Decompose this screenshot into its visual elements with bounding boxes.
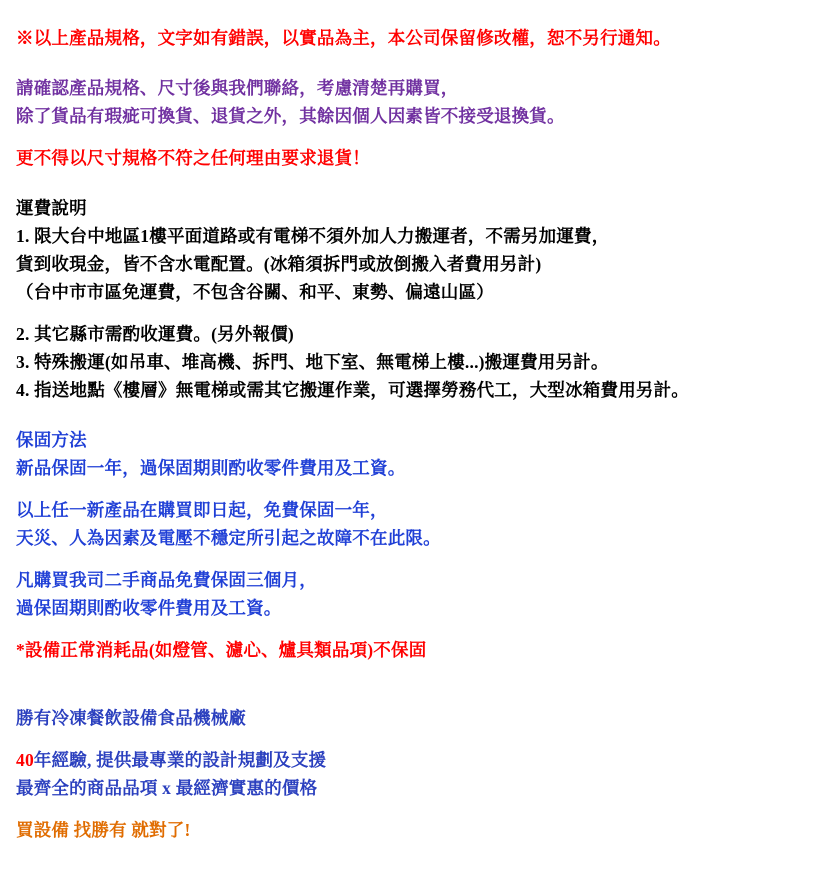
shipping-item-2: 2. 其它縣市需酌收運費。(另外報價) — [16, 324, 294, 344]
confirm-block — [0, 74, 824, 172]
confirm-line-1: 請確認產品規格、尺寸後與我們聯絡，考慮清楚再購買， — [16, 78, 459, 98]
spacer — [0, 732, 824, 746]
warranty-line-4: 凡購買我司二手商品免費保固三個月， — [16, 570, 317, 590]
spacer — [0, 306, 824, 320]
warranty-line-2: 以上任一新產品在購買即日起，免費保固一年， — [16, 500, 388, 520]
spacer — [0, 172, 824, 194]
shipping-item-1-line-1: 1. 限大台中地區1樓平面道路或有電梯不須外加人力搬運者，不需另加運費， — [16, 226, 610, 246]
shipping-block — [0, 194, 824, 404]
company-years-value: 40 — [16, 750, 34, 770]
company-name: 勝有冷凍餐飲設備食品機械廠 — [16, 708, 247, 728]
notice-line-1: ※以上產品規格，文字如有錯誤，以實品為主，本公司保留修改權，恕不另行通知。 — [16, 28, 671, 48]
spacer — [0, 482, 824, 496]
warranty-exclusion: *設備正常消耗品(如燈管、濾心、爐具類品項)不保固 — [16, 640, 427, 660]
shipping-item-1-line-3: （台中市市區免運費，不包含谷關、和平、東勢、偏遠山區） — [16, 282, 494, 302]
spacer — [0, 802, 824, 816]
shipping-item-4: 4. 指送地點《樓層》無電梯或需其它搬運作業，可選擇勞務代工，大型冰箱費用另計。 — [16, 380, 689, 400]
warranty-block — [0, 426, 824, 664]
spacer — [0, 130, 824, 144]
shipping-item-3: 3. 特殊搬運(如吊車、堆高機、拆門、地下室、無電梯上樓...)搬運費用另計。 — [16, 352, 609, 372]
company-experience — [0, 746, 824, 774]
spacer — [0, 52, 824, 74]
confirm-line-2: 除了貨品有瑕疵可換貨、退貨之外，其餘因個人因素皆不接受退換貨。 — [16, 106, 565, 126]
shipping-title: 運費說明 — [16, 198, 87, 218]
company-tagline: 最齊全的商品品項 x 最經濟實惠的價格 — [16, 778, 318, 798]
notice-block — [0, 0, 824, 52]
confirm-line-3: 更不得以尺寸規格不符之任何理由要求退貨！ — [16, 148, 370, 168]
spacer — [0, 404, 824, 426]
company-years-rest: 年經驗, 提供最專業的設計規劃及支援 — [33, 750, 327, 770]
warranty-line-5: 過保固期則酌收零件費用及工資。 — [16, 598, 282, 618]
warranty-line-1: 新品保固一年，過保固期則酌收零件費用及工資。 — [16, 458, 406, 478]
spacer — [0, 552, 824, 566]
company-slogan: 買設備 找勝有 就對了! — [16, 820, 191, 840]
spacer — [0, 664, 824, 704]
spacer — [0, 622, 824, 636]
warranty-title: 保固方法 — [16, 430, 87, 450]
shipping-item-1-line-2: 貨到收現金，皆不含水電配置。(冰箱須拆門或放倒搬入者費用另計) — [16, 254, 542, 274]
warranty-line-3: 天災、人為因素及電壓不穩定所引起之故障不在此限。 — [16, 528, 441, 548]
company-block — [0, 704, 824, 844]
